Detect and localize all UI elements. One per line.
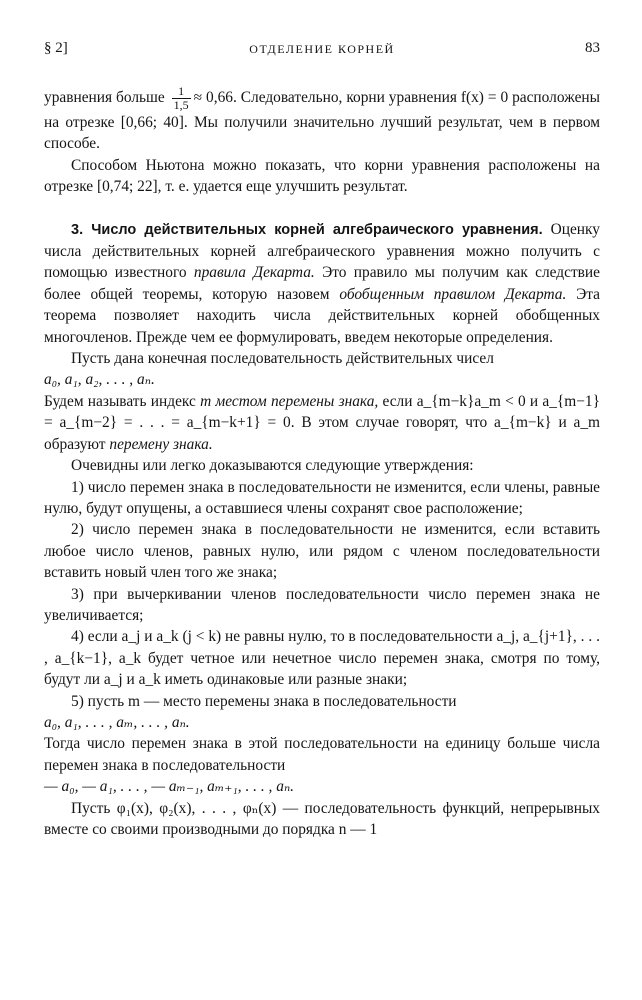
paragraph-3 [44, 219, 600, 348]
list-item: 4) если a_j и a_k (j < k) не равны нулю, то в последовательности a_j, a_{j+1}, . . . , a_{k−1}, a_k будет четное или нечетное число перемен знака, смотря по тому, будут ли a_j и a_k иметь одинаковые или разные знаки; [44, 628, 600, 689]
p1-text-b: ≈ 0,66. Следовательно, корни уравнения f(x) = 0 расположены на отрезке [0,66; 40]. Мы получили значительно лучший результат, чем в первом способе. [44, 89, 600, 153]
page-header [44, 40, 600, 62]
p5-emphasis-2: перемену знака. [109, 435, 213, 453]
fraction [172, 85, 191, 112]
p3-emphasis-2: обобщенным правилом Декарта. [339, 285, 567, 303]
p5-text-2: если a_{m−k}a_m < 0 и a_{m−1} = a_{m−2} = . . . = a_{m−k+1} = 0. В этом случае говорят, что a_{m−k} и a_m образуют [44, 392, 601, 453]
fraction-numerator: 1 [172, 85, 191, 99]
p5-text-1: Будем называть индекс [44, 392, 201, 410]
paragraph-4: Пусть дана конечная последовательность действительных чисел [71, 350, 494, 368]
p5-symbol-m: m [200, 392, 212, 410]
paragraph-5 [44, 391, 600, 455]
page-body [44, 85, 600, 840]
fraction-denominator: 1,5 [173, 98, 189, 112]
section-marker: § 2] [44, 40, 68, 56]
equation-3: — a₀, — a₁, . . . , — aₘ₋₁, aₘ₊₁, . . . , aₙ. [44, 778, 295, 796]
running-title: ОТДЕЛЕНИЕ КОРНЕЙ [249, 42, 395, 56]
p5-emphasis-1: местом перемены знака, [211, 392, 379, 410]
paragraph-2: Способом Ньютона можно показать, что корни уравнения расположены на отрезке [0,74; 22], т. е. удается еще улучшить результат. [44, 156, 600, 196]
p3-text-1: Оценку числа действительных корней алгебраического уравнения можно получить с помощью известного [44, 220, 600, 282]
equation-1: a₀, a₁, a₂, . . . , aₙ. [44, 371, 155, 389]
paragraph-8: Пусть φ₁(x), φ₂(x), . . . , φₙ(x) — последовательность функций, непрерывных вместе со своими производными до порядка n — 1 [44, 799, 600, 838]
p3-text-2: Это правило мы получим как следствие более общей теоремы, которую назовем [44, 264, 600, 303]
section-title: 3. Число действительных корней алгебраического уравнения. [71, 221, 543, 238]
paragraph-7: Тогда число перемен знака в этой последовательности на единицу больше числа перемен знака в последовательности [44, 735, 600, 774]
paragraph-6: Очевидны или легко доказываются следующие утверждения: [71, 457, 474, 475]
list-item: 2) число перемен знака в последовательности не изменится, если вставить любое число членов, равных нулю, или рядом с членом последовательности вставить новый член того же знака; [44, 521, 600, 582]
p1-text-a: уравнения больше [44, 89, 169, 107]
page-number: 83 [585, 40, 600, 56]
list-item: 3) при вычеркивании членов последовательности число перемен знака не увеличивается; [44, 585, 600, 624]
equation-2: a₀, a₁, . . . , aₘ, . . . , aₙ. [44, 713, 190, 731]
paragraph-1 [44, 85, 600, 155]
list-item: 1) число перемен знака в последовательности не изменится, если члены, равные нулю, будут опущены, а оставшиеся члены сохранят свое расположение; [44, 478, 600, 517]
list-item: 5) пусть m — место перемены знака в последовательности [71, 692, 457, 710]
p3-emphasis-1: правила Декарта. [193, 264, 315, 282]
p3-text-3: Эта теорема позволяет находить числа действительных корней обобщенных многочленов. Прежде чем ее формулировать, введем некоторые определения. [44, 285, 600, 346]
